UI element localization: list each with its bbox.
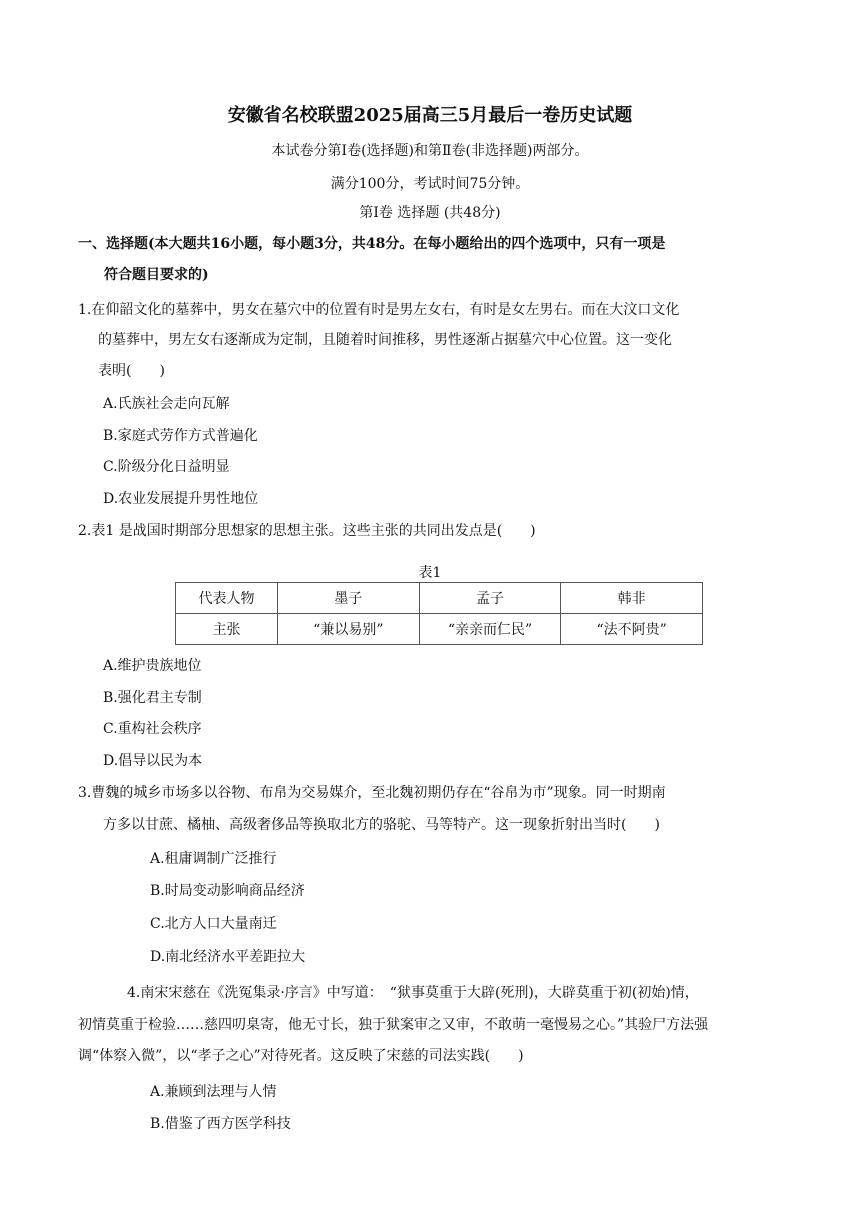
question-2-option-c: C.重构社会秩序 — [103, 721, 202, 737]
table-cell: “亲亲而仁民” — [419, 614, 561, 645]
question-1-option-a: A.氏族社会走向瓦解 — [103, 396, 230, 412]
question-4-option-a: A.兼顾到法理与人情 — [150, 1084, 277, 1100]
section-heading: 一、选择题(本大题共16小题，每小题3分，共48分。在每小题给出的四个选项中，只有一项是 — [78, 236, 666, 252]
question-2-option-b: B.强化君主专制 — [103, 690, 202, 706]
table-row — [176, 614, 703, 645]
question-3-option-c: C.北方人口大量南迁 — [150, 916, 277, 932]
question-3-option-b: B.时局变动影响商品经济 — [150, 883, 305, 899]
question-3-option-d: D.南北经济水平差距拉大 — [150, 949, 306, 965]
question-1-option-d: D.农业发展提升男性地位 — [103, 491, 259, 507]
question-1-stem: 1.在仰韶文化的墓葬中，男女在墓穴中的位置有时是男左女右，有时是女左男右。而在大汶口文化 — [78, 302, 680, 318]
table-cell: “法不阿贵” — [561, 614, 703, 645]
question-4-stem: 调“体察入微”，以“孝子之心”对待死者。这反映了宋慈的司法实践( ) — [78, 1048, 524, 1064]
question-3-stem: 3.曹魏的城乡市场多以谷物、布帛为交易媒介，至北魏初期仍存在“谷帛为市”现象。同一时期南 — [78, 785, 666, 801]
question-1-option-c: C.阶级分化日益明显 — [103, 459, 230, 475]
table-cell: 孟子 — [419, 583, 561, 614]
intro-line: 满分100分，考试时间75分钟。 — [330, 176, 530, 192]
question-4-option-b: B.借鉴了西方医学科技 — [150, 1116, 291, 1132]
question-2-stem: 2.表1 是战国时期部分思想家的思想主张。这些主张的共同出发点是( ) — [78, 523, 536, 539]
question-3-option-a: A.租庸调制广泛推行 — [150, 851, 277, 867]
table-cell: 主张 — [176, 614, 278, 645]
table-cell: “兼以易别” — [278, 614, 420, 645]
question-1-stem: 的墓葬中，男左女右逐渐成为定制，且随着时间推移，男性逐渐占据墓穴中心位置。这一变化 — [98, 332, 672, 348]
section-heading-cont: 符合题目要求的) — [104, 267, 209, 283]
question-1-option-b: B.家庭式劳作方式普遍化 — [103, 428, 258, 444]
question-4-stem: 4.南宋宋慈在《洗冤集录·序言》中写道： “狱事莫重于大辟(死刑)，大辟莫重于初(初始)情， — [127, 985, 699, 1001]
question-3-stem: 方多以甘蔗、橘柚、高级奢侈品等换取北方的骆驼、马等特产。这一现象折射出当时( ) — [103, 817, 660, 833]
question-2-option-a: A.维护贵族地位 — [103, 658, 202, 674]
intro-line: 本试卷分第Ⅰ卷(选择题)和第Ⅱ卷(非选择题)两部分。 — [271, 143, 589, 159]
part-heading: 第Ⅰ卷 选择题 (共48分) — [359, 205, 501, 221]
table-cell: 韩非 — [561, 583, 703, 614]
table-header-row — [176, 583, 703, 614]
question-2-option-d: D.倡导以民为本 — [103, 753, 203, 769]
thinkers-table — [175, 582, 703, 645]
question-1-stem: 表明( ) — [98, 363, 165, 379]
question-4-stem: 初情莫重于检验……慈四叨臬寄，他无寸长，独于狱案审之又审，不敢萌一毫慢易之心。”其验尸方法强 — [78, 1017, 709, 1033]
table-caption: 表1 — [418, 565, 442, 581]
table-cell: 代表人物 — [176, 583, 278, 614]
table-cell: 墨子 — [278, 583, 420, 614]
page-title: 安徽省名校联盟2025届高三5月最后一卷历史试题 — [227, 105, 633, 126]
